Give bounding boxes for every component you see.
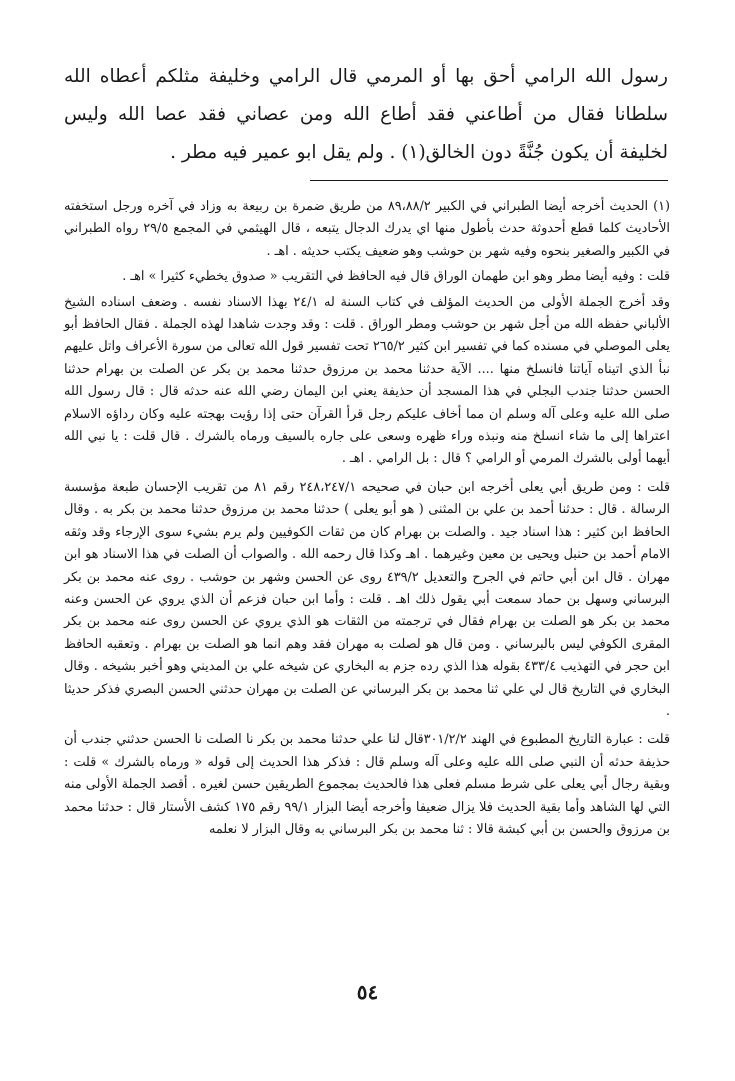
- footnote-paragraph: قلت : ومن طريق أبي يعلى أخرجه ابن حبان في صحيحه ٢٤٨،٢٤٧/١ رقم ٨١ من تقريب الإحسان طبعة مؤسسة الرسالة . قال : حدثنا أحمد بن علي بن المثنى ( هو أبو يعلى ) حدثنا محمد بن مرزوق حدثنا محمد بن بكر به . وقال الحافظ ابن كثير : هذا اسناد جيد . والصلت بن بهرام كان من ثقات الكوفيين ولم يرم بشيء سوى الإرجاء وقد وثقه الامام أحمد بن حنبل ويحيى بن معين وغيرهما . اهـ وكذا قال رحمه الله . والصواب أن الصلت في هذا الاسناد هو ابن مهران . قال ابن أبي حاتم في الجرح والتعديل ٤٣٩/٢ روى عن الحسن وشهر بن حوشب . روى عنه محمد بن بكر البرساني وسهل بن حماد سمعت أبي يقول ذلك اهـ . قلت : وأما ابن حبان فزعم أن الذي يروي عن الحسن وعنه محمد بن بكر هو الصلت بن بهرام فقال في ترجمته من الثقات هو الذي يروي عن الحسن روى عنه محمد بن بكر المقرى الكوفي ليس بالبرساني . ومن قال هو لصلت به مهران فقد وهم انما هو الصلت بن بهرام . وتعقبه الحافظ ابن حجر في التهذيب ٤٣٣/٤ بقوله هذا الذي رده جزم به البخاري عن شيخه علي بن المديني وهو أخبر بشيخه . وقال البخاري في التاريخ قال لي علي ثنا محمد بن بكر البرساني عن الصلت بن مهران حدثني الحسن البصري فذكر حديثا .: [64, 479, 671, 719]
- footnote-paragraph: (١) الحديث أخرجه أيضا الطبراني في الكبير ٨٩،٨٨/٢ من طريق ضمرة بن ربيعة به وزاد في آخره ورجل استخفته الأحاديث كلما قطع أحدوثة حدث بأطول منها اي يدرك الدجال يتبعه ، قال الهيثمي في المجمع ٢٩/٥ رواه الطبراني في الكبير والصغير بنحوه وفيه شهر بن حوشب وهو ضعيف يكتب حديثه . اهـ .: [64, 199, 670, 259]
- main-text: [64, 58, 668, 172]
- footnote-paragraph: قلت : وفيه أيضا مطر وهو ابن طهمان الوراق قال فيه الحافظ في التقريب « صدوق يخطيء كثيرا » اهـ .: [122, 269, 670, 285]
- footnotes: [64, 196, 670, 844]
- footnote-paragraph: وقد أخرج الجملة الأولى من الحديث المؤلف في كتاب السنة له ٢٤/١ بهذا الاسناد نفسه . وضعف اسناده الشيخ الألباني حفظه الله من أجل شهر بن حوشب ومطر الوراق . قلت : وقد وجدت شاهدا لهذه الجملة . فقال الحافظ أبو يعلى الموصلي في مسنده كما في تفسير ابن كثير ٢٦٥/٢ تحت تفسير قول الله تعالى من سورة الأعراف واتل عليهم نبأ الذي اتيناه آياتنا فانسلخ منها .... الآية حدثنا محمد بن مرزوق حدثنا محمد بن بكر عن الصلت بن بهرام حدثنا الحسن حدثنا جندب البجلي في هذا المسجد أن حذيفة يعني ابن اليمان رضي الله عنه حدثه قال : قال رسول الله صلى الله عليه وعلى آله وسلم ان مما أخاف عليكم رجل قرأ القرآن حتى إذا رؤيت بهجته عليه وكان رداؤه الاسلام اعتراها إلى ما شاء انسلخ منه ونبذه وراء ظهره وسعى على جاره بالسيف ورماه بالشرك . قال قلت : يا نبي الله أيهما أولى بالشرك المرمي أو الرامي ؟ قال : بل الرامي . اهـ .: [64, 294, 670, 467]
- main-paragraph: رسول الله الرامي أحق بها أو المرمي قال الرامي وخليفة مثلكم أعطاه الله سلطانا فقال من أطاعني فقد أطاع الله ومن عصاني فقد عصا الله وليس لخليفة أن يكون جُنَّةً دون الخالق(١) . ولم يقل ابو عمير فيه مطر .: [64, 66, 668, 163]
- footnote-divider: [310, 180, 668, 181]
- footnote-paragraph: قلت : عبارة التاريخ المطبوع في الهند ٣٠١/٢/٢قال لنا علي حدثنا محمد بن بكر نا الصلت نا الحسن حدثني جندب أن حذيفة حدثه أن النبي صلى الله عليه وعلى آله وسلم قال : فذكر هذا الحديث إلى قوله « ورماه بالشرك » قلت : وبقية رجال أبي يعلى على شرط مسلم فعلى هذا فالحديث بمجموع الطريقين حسن لغيره . أقصد الجملة الأولى منه التي لها الشاهد وأما بقية الحديث فلا يزال ضعيفا وأخرجه أيضا البزار ٩٩/١ رقم ١٧٥ كشف الأستار قال : حدثنا محمد بن مرزوق والحسن بن أبي كبشة قالا : ثنا محمد بن بكر البرساني به وقال البزار لا نعلمه: [64, 732, 671, 837]
- page-number: ٥٤: [356, 980, 379, 1004]
